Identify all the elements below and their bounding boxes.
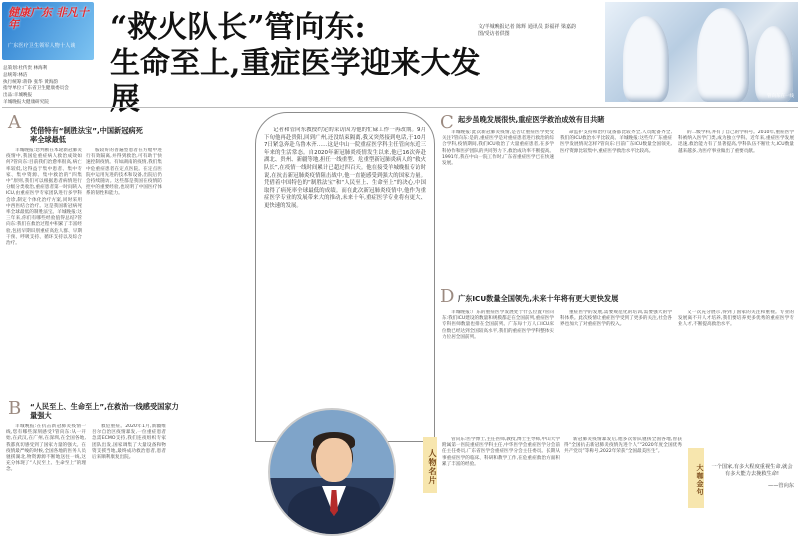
- section-c-letter: C: [440, 112, 454, 133]
- byline: [478, 24, 590, 38]
- quote-block: [710, 464, 794, 490]
- profile-text: 管向东:医学博士,主任医师,教授,博士生导师,中山大学附属第一医院重症医学科主任,中华医学会重症医学分会前任主任委员,广东省医学会重症医学分会主任委员。长期从事重症医学的临床、科研和教学工作,在危重症救治方面积累了丰富的经验。: [442, 437, 560, 467]
- profile-text-2: 新冠肺炎疫情暴发后,他多次带队驰援全国各地,曾获得“全国抗击新冠肺炎疫情先进个人”“2020年度全国优秀共产党员”等称号,2022年荣获“全国最美医生”。: [564, 437, 682, 455]
- series-banner: [2, 2, 94, 60]
- headline: [110, 10, 490, 117]
- profile-tag: 人物名片: [423, 437, 437, 493]
- credit-line: 总策划:杜传贵 林海利: [3, 66, 48, 71]
- quote-text: 一个国家,有多大程度重视生命,就会有多大能力去挽救生命!: [711, 464, 793, 478]
- section-c-title: 起步虽晚发展很快,重症医学救治成效有目共睹: [458, 115, 605, 124]
- frontline-photo: [605, 2, 798, 102]
- column-b2: 救危重症。2020年1月,新疆维吾尔自治区疫情暴发,一位重症患者急需ECMO支持,我们连夜组织专家团队出发,国家调集了大量设备和物资支援当地,最终成功救治患者,患者后来顺利康复出院。: [92, 424, 166, 461]
- column-c3: 的二级学科,并有了自己的学科号。2010年,重症医学科被纳入医学门类,成为独立学科。近年来,重症医学发展迅速,救治能力有了显著提高,学科队伍不断壮大,ICU数量越来越多,为医疗事业做出了重要贡献。: [678, 130, 794, 154]
- column-a1: 羊城晚报:您判断在本轮新冠肺炎疫情中,我国危重症病人救治成效如何?管向东:目前我们治愈率很高,病亡率较低,这得益于集中患者、集中专家、集中资源、集中救治的“四集中”原则,我们可以根据患者病情进行分级分类收治,重症患者第一时间转入ICU,由重症医学专家团队进行多学科会诊,制定个体化治疗方案,同时采用中西医结合治疗。这是我国新冠病死率全球最低的制胜法宝。羊城晚报:这三年来,你们有哪些经验值得总结?管向东:我们在救治过程中积累了丰富经验,包括早期识别重症高危人群、早期干预、呼吸支持、循环支持以及综合治疗。: [6, 148, 82, 247]
- portrait-photo: [268, 408, 396, 536]
- headline-line-2: 生命至上,重症医学迎来大发展: [110, 46, 481, 117]
- section-b-letter: B: [8, 398, 22, 419]
- column-b1: 羊城晚报:在抗击新冠肺炎疫情一线,您有哪些深刻感受?管向东:从一开始,在武汉,在广州,在深圳,在全国各地,我都真切感受到了国家力量的强大。在疫情最严峻的时候,全国各地的医务人员驰援湖北,物资源源不断地送往一线,这充分体现了“人民至上、生命至上”的理念。: [6, 424, 86, 473]
- credit-line: 执行统筹:蒋铮 张华 黄海韵: [3, 79, 59, 85]
- banner-subtitle: 广东医疗卫生领军人物十人谈: [8, 43, 76, 49]
- column-c1: 羊城晚报:此次新冠肺炎疫情,是否让重症医学更受关注?管向东:是的,重症医学是对重症患者进行救治的综合学科,疫情期间,我们ICU收治了大量重症患者,在多学科协作和医护团队的共同努力下,救治成功率不断提高。1991年,我在中山一院工作时,广东省重症医学已在快速发展。: [442, 130, 554, 167]
- section-a-letter: A: [8, 112, 21, 133]
- intro-box: [255, 112, 435, 442]
- column-d1: 羊城晚报:广东的重症医学发展处于什么位置?管向东:我们ICU建设的数量和规模都走在全国前列,重症医学专科医师数量也排在全国前列。广东每十万人口ICU床位数已经达到全国较高水平,我们的重症医学学科整体实力位居全国前列。: [442, 310, 554, 340]
- column-d2: 重症医学的发展,需要规范化的培训,需要强大的学科体系。此次疫情让重症医学受到了更多的关注,社会各界也加大了对重症医学的投入。: [560, 310, 672, 328]
- column-a2: 胺较好的普遍型患者在方舱中进行有效隔离,并得到救治,可有助于快速控制疫情。有如湖南的疫情,我们集中危重症患者在定点医院。在定点医院中运用先进的技术和设备,出院后仍会持续随访。这些都是我国在疫情防控中的重要经验,也说明了中国医疗体系的韧性和能力。: [86, 148, 162, 197]
- intro-text: 记者和管向东教授约定的采访因为他的忙碌工作一再改期。9月下旬他再赴贵阳,回到广州,还没结束隔离,我又突然接到电话,于10月7日紧急奔赴乌鲁木齐……这是中山一院重症医学科主任管向东近三年来的生活常态。自2020年新冠肺炎疫情发生以来,他已16次奔赴湖北、贵州、新疆等地,担任一线重型、危重型新冠肺炎病人的“救火队长”,在疫情一线时间累计已超过四百天。他在接受羊城晚报专访时说,在抗击新冠肺炎疫情阻击战中,他一直能感受到强大的国家力量。凭借着中国特色的“制胜法宝”和“人民至上、生命至上”的决心,中国取得了病死率全球最低的成绩。而在此次新冠肺炎疫情中,他作为重症医学专业的发展带来大的推动,未来十年,重症医学专业将有更大、更快速的发展。: [264, 127, 426, 209]
- quote-tag: 大咖金句: [688, 448, 704, 508]
- column-c2: 命监护支持和治疗设备都比较齐全,人员配备齐全,我们的ICU救治水平比较高。羊城晚报:这些年广东重症医学发展情况怎样?管向东:目前广东ICU数量全国领先,医疗资源比较集中,重症医学救治水平比较高。: [560, 130, 672, 154]
- column-d3: 又一次充分展示,得到了国家的关注和重视。专业的发展离不开人才培养,我们要培养更多优秀的重症医学专业人才,不断提高救治水平。: [678, 310, 794, 328]
- credit-line: 总统筹:林洁: [3, 72, 28, 78]
- headline-line-1: “救火队长”管向东:: [110, 10, 366, 45]
- photo-caption: 管向东在一线: [767, 94, 794, 99]
- quote-author: ——管向东: [768, 482, 794, 489]
- section-a-title: 凭借特有“制胜法宝”,中国新冠病死率全球最低: [30, 126, 143, 144]
- credit-line: 出品:羊城晚报: [3, 93, 33, 99]
- credit-line: 指导单位:广东省卫生健康委员会: [3, 86, 69, 92]
- section-b-title: “人民至上、生命至上”,在救治一线感受国家力量强大: [30, 402, 179, 420]
- section-d-title: 广东ICU数量全国领先,未来十年将有更大更快发展: [458, 294, 619, 303]
- section-d-letter: D: [440, 286, 455, 307]
- byline-authors: 文/羊城晚报记者 陈辉 通讯员 彭福祥 梁嘉韵: [478, 24, 577, 30]
- byline-photo: 图/受访者供图: [478, 31, 510, 37]
- banner-title: 健康广东 非凡十年: [8, 6, 89, 31]
- credit-line: 羊城晚报大健康研究院: [3, 99, 49, 105]
- credits: [3, 66, 95, 107]
